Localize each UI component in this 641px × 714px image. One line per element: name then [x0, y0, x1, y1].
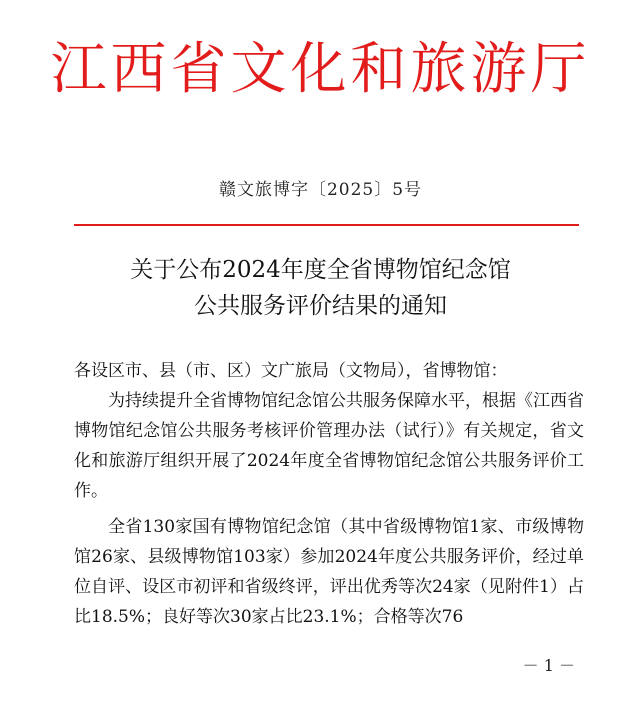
- salutation: 各设区市、县（市、区）文广旅局（文物局），省博物馆：: [74, 361, 508, 381]
- notice-title: [0, 252, 641, 324]
- notice-title-line-1: 关于公布2024年度全省博物馆纪念馆: [130, 257, 511, 283]
- notice-body: [74, 356, 584, 632]
- red-divider-line: [74, 224, 579, 226]
- body-paragraph-2: 全省130家国有博物馆纪念馆（其中省级博物馆1家、市级博物馆26家、县级博物馆103家）参加2024年度公共服务评价，经过单位自评、设区市初评和省级终评，评出优秀等次24家（见附件1）占比18.5%；良好等次30家占比23.1%；合格等次76: [74, 517, 584, 627]
- notice-title-line-2: 公共服务评价结果的通知: [194, 293, 447, 319]
- document-number: 赣文旅博字〔2025〕5号: [218, 180, 423, 200]
- page-number: － 1 －: [522, 656, 575, 675]
- body-paragraph-1: 为持续提升全省博物馆纪念馆公共服务保障水平，根据《江西省博物馆纪念馆公共服务考核评价管理办法（试行）》有关规定，省文化和旅游厅组织开展了2024年度全省博物馆纪念馆公共服务评价工作。: [74, 391, 584, 501]
- issuer-header: 江西省文化和旅游厅: [50, 37, 591, 102]
